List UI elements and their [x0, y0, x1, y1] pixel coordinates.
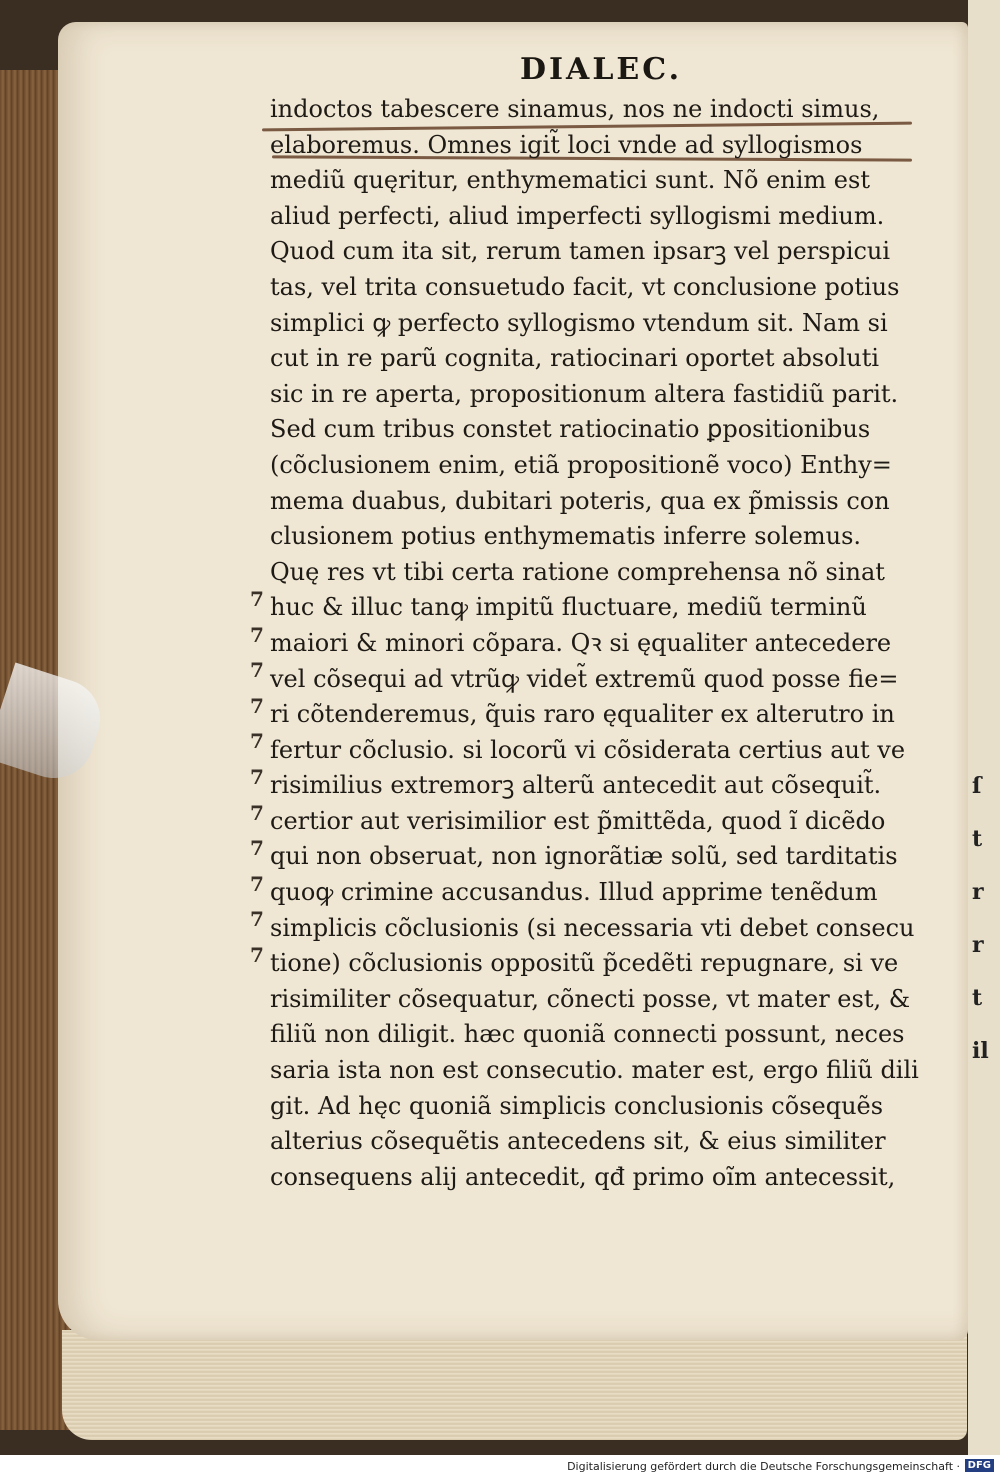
- text-line: tas, vel trita consuetudo facit, vt conclusione potius: [270, 272, 900, 301]
- margin-mark: 7: [250, 942, 264, 967]
- text-line: risimiliter cõsequatur, cõnecti posse, vt mater est, &: [270, 984, 911, 1013]
- text-line: fertur cõclusio. si locorũ vi cõsiderata certius aut ve: [270, 735, 906, 764]
- text-line: maiori & minori cõpara. Qꝛ si ęqualiter antecedere: [270, 628, 892, 657]
- text-line: risimilius extremorꝫ alterũ antecedit aut cõsequit̃.: [270, 771, 882, 800]
- text-line: cut in re parũ cognita, ratiocinari oportet absoluti: [270, 344, 880, 373]
- text-line: elaboremus. Omnes igit̃ loci vnde ad syllogismos: [270, 130, 863, 159]
- text-line: ri cõtenderemus, q̃uis raro ęqualiter ex alterutro in: [270, 700, 895, 729]
- text-line: clusionem potius enthymematis inferre solemus.: [270, 522, 862, 551]
- text-line: sic in re aperta, propositionum altera fastidiũ parit.: [270, 379, 899, 408]
- body-text: [270, 92, 919, 1195]
- margin-mark: 7: [250, 729, 264, 754]
- facing-page-fragments: [972, 760, 996, 1078]
- text-line: aliud perfecti, aliud imperfecti syllogismi medium.: [270, 201, 885, 230]
- running-title: DIALEC.: [520, 52, 683, 87]
- text-line: saria ista non est consecutio. mater est, ergo filiũ dili: [270, 1056, 919, 1085]
- text-line: alterius cõsequẽtis antecedens sit, & eius similiter: [270, 1127, 886, 1156]
- text-line: mema duabus, dubitari poteris, qua ex p̃missis con: [270, 486, 890, 515]
- text-line: (cõclusionem enim, etiã propositionẽ voco) Enthy=: [270, 450, 892, 479]
- margin-mark: 7: [250, 836, 264, 861]
- text-line: git. Ad hęc quoniã simplicis conclusionis cõsequẽs: [270, 1091, 884, 1120]
- text-line: certior aut verisimilior est p̃mittẽda, quod ĩ dicẽdo: [270, 806, 886, 835]
- text-line: vel cõsequi ad vtrũꝙ videt̃ extremũ quod posse fie=: [270, 664, 899, 693]
- text-line: mediũ quęritur, enthymematici sunt. Nõ enim est: [270, 166, 870, 195]
- margin-mark: 7: [250, 871, 264, 896]
- margin-mark: 7: [250, 907, 264, 932]
- text-line: Quę res vt tibi certa ratione comprehensa nõ sinat: [270, 557, 885, 586]
- facing-fragment: ſ: [972, 773, 982, 799]
- text-line: qui non obseruat, non ignorãtiæ solũ, sed tarditatis: [270, 842, 898, 871]
- margin-marks: [250, 582, 270, 974]
- facing-fragment: t: [972, 985, 983, 1011]
- facing-fragment: r: [972, 879, 984, 905]
- text-line: Quod cum ita sit, rerum tamen ipsarꝫ vel perspicui: [270, 237, 891, 266]
- footer-credit: Digitalisierung gefördert durch die Deutsche Forschungsgemeinschaft ·: [567, 1460, 960, 1473]
- margin-mark: 7: [250, 622, 264, 647]
- margin-mark: 7: [250, 587, 264, 611]
- facing-page-edge: [968, 0, 1000, 1455]
- text-line: tione) cõclusionis oppositũ p̃cedẽti repugnare, si ve: [270, 949, 899, 978]
- text-line: huc & illuc tanꝙ impitũ fluctuare, mediũ terminũ: [270, 593, 867, 622]
- text-line: quoꝙ crimine accusandus. Illud apprime tenẽdum: [270, 878, 878, 907]
- text-line: consequens alij antecedit, qđ primo oĩm antecessit,: [270, 1162, 896, 1191]
- text-line: filiũ non diligit. hæc quoniã connecti possunt, neces: [270, 1020, 905, 1049]
- text-line: simplicis cõclusionis (si necessaria vti debet consecu: [270, 913, 915, 942]
- facing-fragment: il: [972, 1038, 989, 1064]
- margin-mark: 7: [250, 764, 264, 789]
- text-line: indoctos tabescere sinamus, nos ne indocti simus,: [270, 95, 880, 123]
- margin-mark: 7: [250, 693, 264, 718]
- margin-mark: 7: [250, 800, 264, 825]
- facing-fragment: t: [972, 826, 983, 852]
- dfg-logo: DFG: [965, 1459, 994, 1472]
- page-stack-edge: [62, 1330, 967, 1440]
- text-line: simplici ꝙ perfecto syllogismo vtendum sit. Nam si: [270, 308, 888, 337]
- facing-fragment: r: [972, 932, 984, 958]
- margin-mark: 7: [250, 658, 264, 683]
- footer-bar: [0, 1455, 1000, 1483]
- text-line: Sed cum tribus constet ratiocinatio ꝑpositionibus: [270, 415, 871, 444]
